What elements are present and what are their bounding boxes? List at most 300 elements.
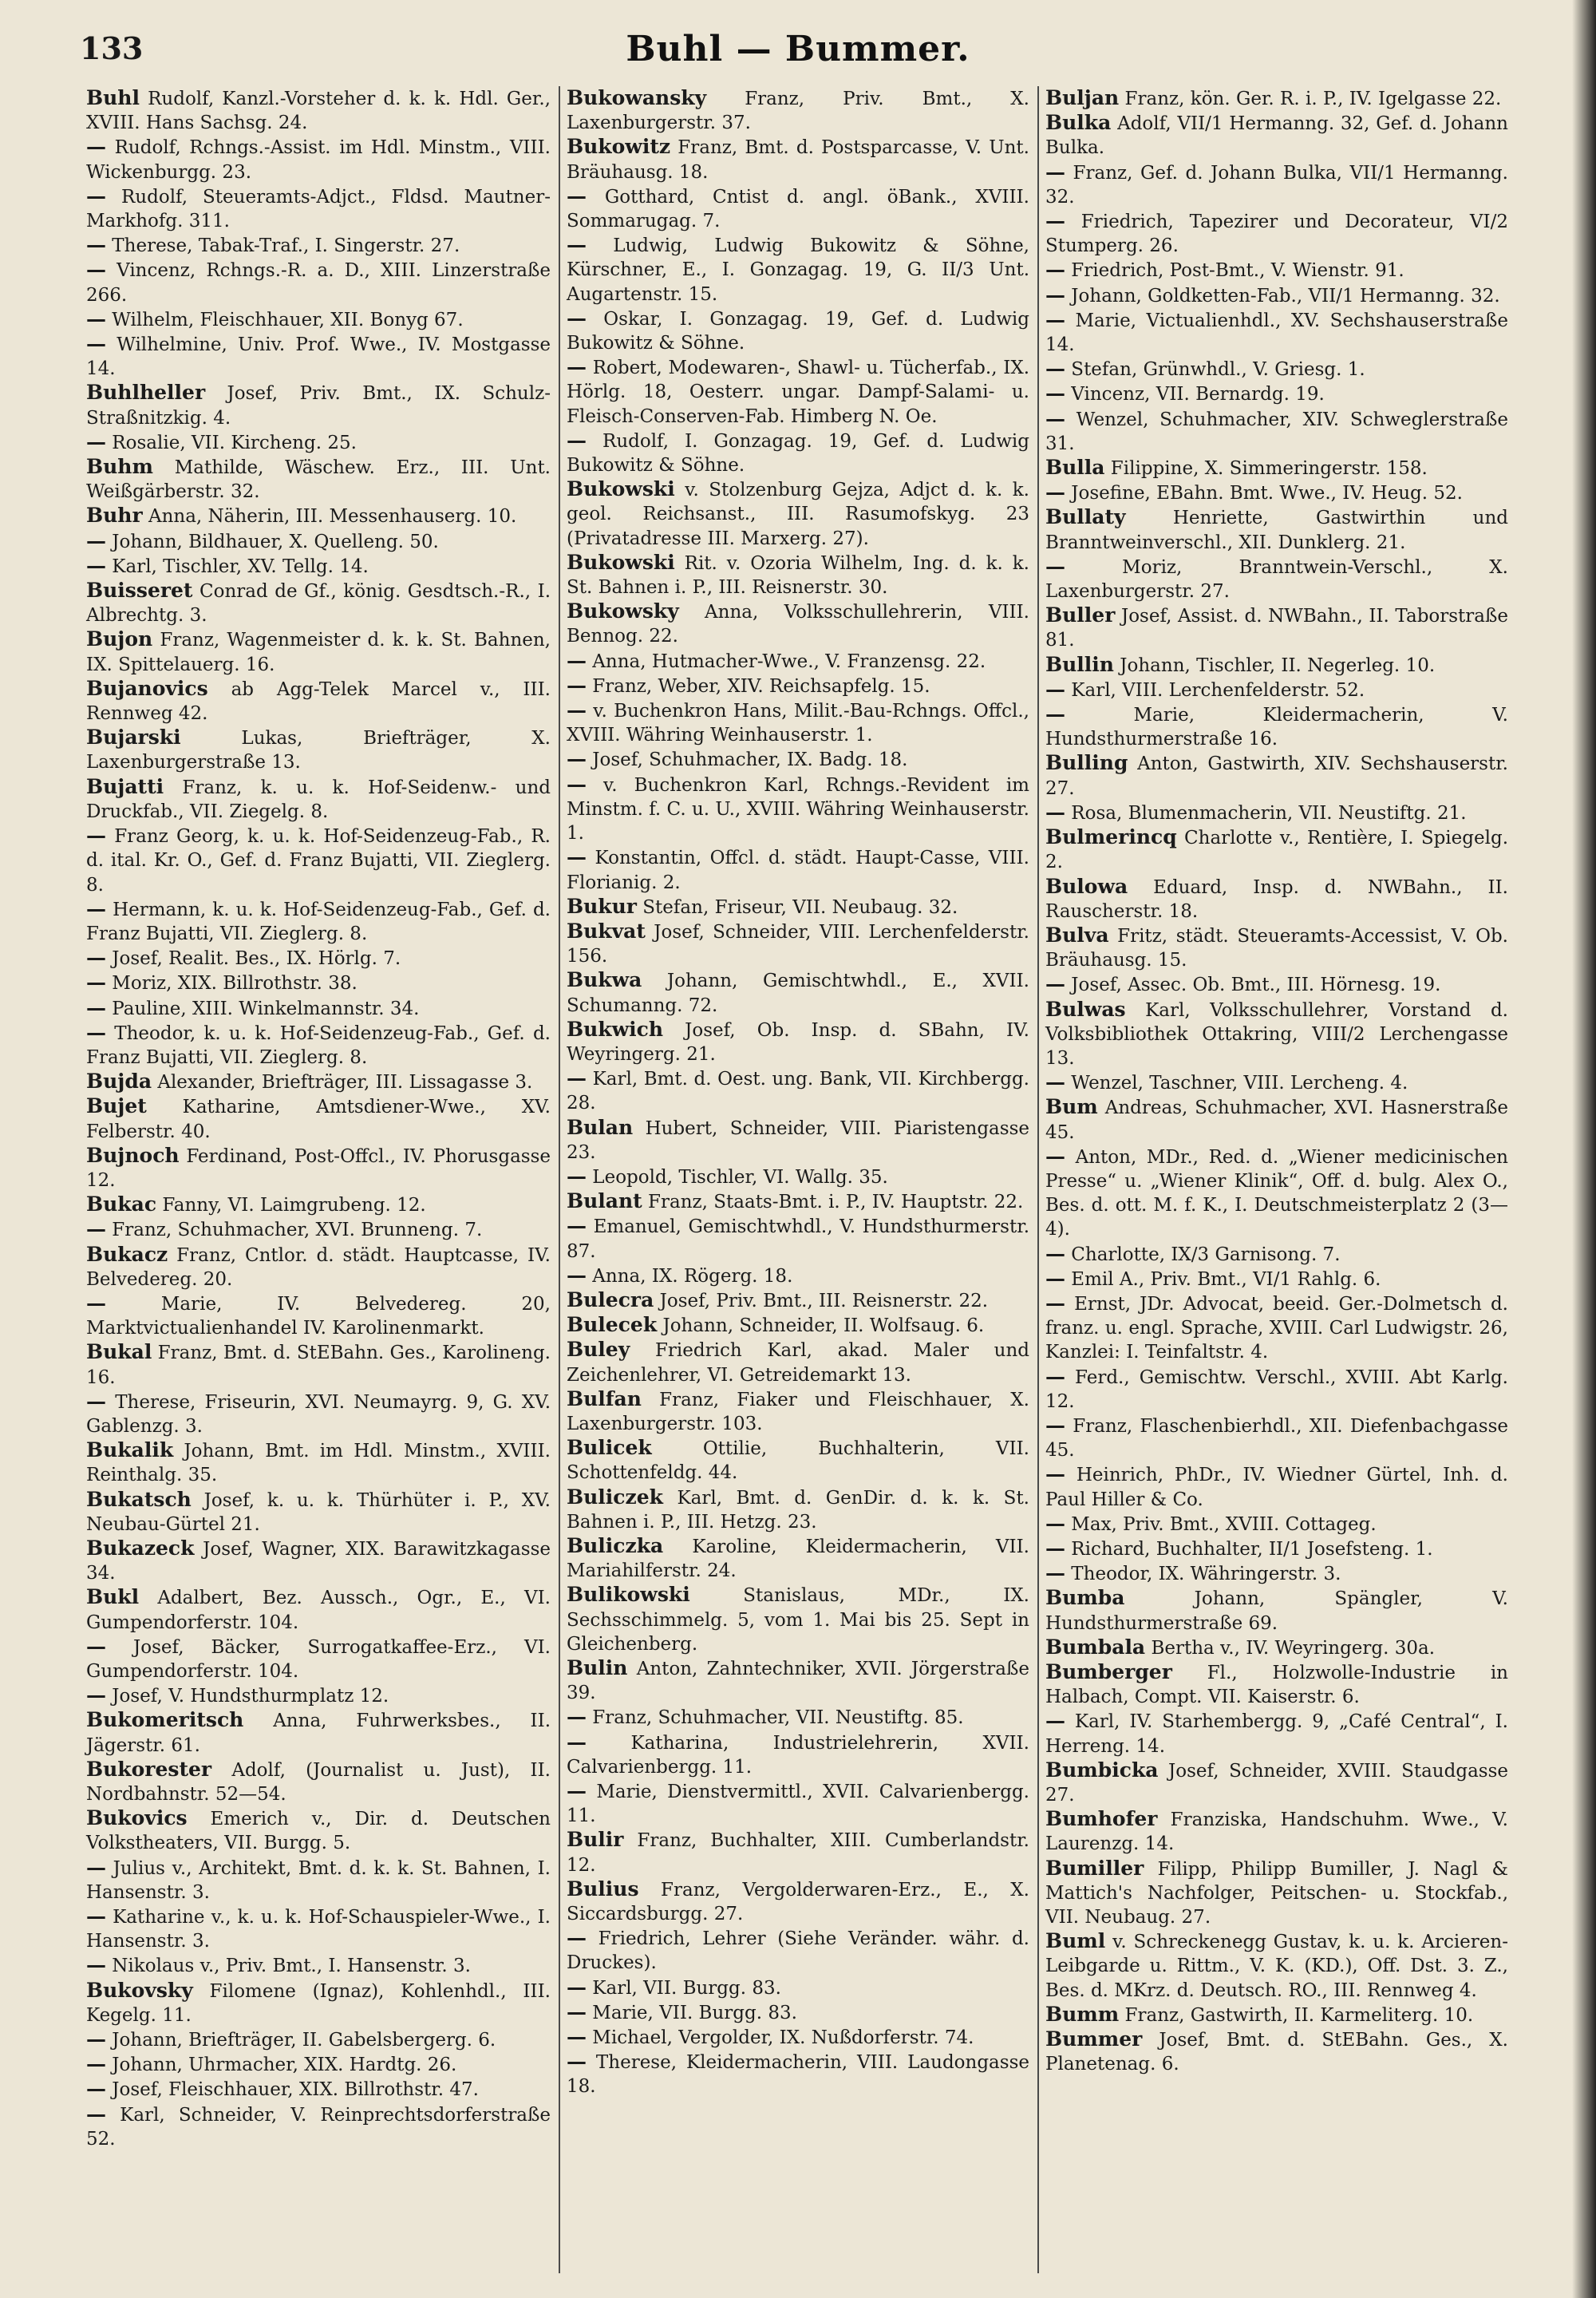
- entry-surname: Buliczek: [567, 1485, 663, 1509]
- entry-details: Franz, Gastwirth, II. Karmeliterg. 10.: [1119, 2004, 1474, 2026]
- directory-entry: [1045, 751, 1508, 800]
- entry-surname: Bukur: [567, 894, 637, 918]
- entry-surname: Bulowa: [1045, 874, 1128, 898]
- entry-details: v. Buchenkron Hans, Milit.-Bau-Rchngs. Offcl., XVIII. Währing Weinhauserstr. 1.: [567, 701, 1029, 746]
- entry-details: Katharine, Amtsdiener-Wwe., XV. Felberstr. 40.: [86, 1097, 551, 1142]
- entry-details: Rit. v. Ozoria Wilhelm, Ing. d. k. k. St. Bahnen i. P., III. Reisnerstr. 30.: [567, 552, 1029, 599]
- entry-details: Max, Priv. Bmt., XVIII. Cottageg.: [1065, 1513, 1377, 1535]
- directory-entry: [1045, 875, 1508, 924]
- entry-details: Anna, Volksschullehrerin, VIII. Bennog. 22.: [567, 602, 1029, 647]
- entry-surname: —: [86, 1683, 106, 1707]
- entry-details: Ferd., Gemischtw. Verschl., XVIII. Abt Karlg. 12.: [1045, 1367, 1508, 1412]
- entry-details: Vincenz, VII. Bernardg. 19.: [1065, 384, 1325, 405]
- entry-details: Josef, Ob. Insp. d. SBahn, IV. Weyringerg. 21.: [567, 1019, 1029, 1065]
- entry-details: Johann, Bmt. im Hdl. Minstm., XVIII. Reinthalg. 35.: [86, 1441, 551, 1486]
- entry-surname: Bum: [1045, 1095, 1098, 1119]
- entry-details: Franz, Wagenmeister d. k. k. St. Bahnen, IX. Spittelauerg. 16.: [86, 630, 551, 675]
- directory-entry: [86, 971, 551, 995]
- entry-surname: —: [1045, 1511, 1065, 1535]
- directory-entry: [567, 1264, 1029, 1288]
- entry-details: Karl, Tischler, XV. Tellg. 14.: [106, 556, 369, 577]
- entry-details: Franz, Vergolderwaren-Erz., E., X. Siccardsburgg. 27.: [567, 1879, 1029, 1925]
- entry-surname: Bulin: [567, 1656, 628, 1679]
- entry-details: v. Buchenkron Karl, Rchngs.-Revident im Minstm. f. C. u. U., XVIII. Währing Weinhauserstr. 1.: [567, 774, 1029, 844]
- entry-surname: Bulwas: [1045, 997, 1126, 1021]
- entry-details: Wenzel, Schuhmacher, XIV. Schweglerstraße 31.: [1045, 409, 1508, 454]
- directory-entry: [567, 1828, 1029, 1877]
- entry-details: Johann, Briefträger, II. Gabelsbergerg. 6.: [106, 2030, 496, 2051]
- entry-surname: Bukatsch: [86, 1487, 192, 1511]
- entry-details: ab Agg-Telek Marcel v., III. Rennweg 42.: [86, 678, 551, 725]
- entry-surname: Bukovsky: [86, 1978, 193, 2002]
- entry-surname: —: [567, 306, 587, 330]
- entry-details: Josef, k. u. k. Thürhüter i. P., XV. Neubau-Gürtel 21.: [86, 1489, 551, 1535]
- entry-surname: —: [1045, 1561, 1065, 1585]
- page-edge-shadow: [1572, 0, 1596, 2298]
- entry-surname: Bulla: [1045, 456, 1105, 480]
- directory-entry: [1045, 456, 1508, 481]
- directory-entry: [567, 2050, 1029, 2098]
- directory-entry: [86, 1683, 551, 1708]
- directory-entry: [86, 1758, 551, 1806]
- entry-surname: —: [567, 673, 587, 697]
- entry-details: Franz, Fiaker und Fleischhauer, X. Laxenburgerstr. 103.: [567, 1389, 1029, 1434]
- directory-entry: [86, 1291, 551, 1340]
- entry-details: Josef, Assist. d. NWBahn., II. Taborstraße 81.: [1045, 606, 1508, 651]
- entry-surname: —: [567, 845, 587, 869]
- entry-surname: Bulecra: [567, 1287, 654, 1311]
- entry-surname: —: [567, 355, 587, 379]
- entry-surname: Bulan: [567, 1115, 634, 1139]
- entry-surname: —: [86, 1634, 106, 1658]
- directory-entry: [86, 775, 551, 824]
- entry-surname: Bukowski: [567, 550, 675, 574]
- entry-details: Conrad de Gf., könig. Gesdtsch.-R., I. Albrechtg. 3.: [86, 581, 551, 627]
- directory-entry: [86, 1585, 551, 1634]
- entry-details: Rosalie, VII. Kircheng. 25.: [106, 432, 357, 453]
- directory-entry: [86, 2052, 551, 2077]
- entry-details: Franz, Schuhmacher, XVI. Brunneng. 7.: [106, 1220, 483, 1241]
- directory-entry: [1045, 1635, 1508, 1660]
- entry-details: Adolf, VII/1 Hermanng. 32, Gef. d. Johann Bulka.: [1045, 113, 1508, 159]
- entry-details: Fritz, städt. Steueramts-Accessist, V. Ob. Bräuhausg. 15.: [1045, 925, 1508, 971]
- entry-surname: Bujarski: [86, 726, 181, 750]
- entry-surname: —: [86, 896, 106, 920]
- entry-details: Alexander, Briefträger, III. Lissagasse 3.: [152, 1072, 533, 1094]
- entry-surname: —: [86, 528, 106, 552]
- entry-surname: —: [1045, 1291, 1065, 1315]
- entry-details: Nikolaus v., Priv. Bmt., I. Hansenstr. 3.: [106, 1956, 471, 1977]
- entry-surname: —: [86, 1020, 106, 1044]
- entry-surname: Bummer: [1045, 2027, 1143, 2051]
- directory-entry: [86, 1488, 551, 1537]
- entry-surname: Bujon: [86, 627, 153, 651]
- entry-details: Johann, Schneider, II. Wolfsaug. 6.: [657, 1315, 985, 1337]
- entry-details: Leopold, Tischler, VI. Wallg. 35.: [587, 1166, 888, 1188]
- directory-entry: [86, 86, 551, 135]
- directory-entry: [567, 773, 1029, 846]
- entry-details: Franz, Staats-Bmt. i. P., IV. Hauptstr. 22.: [642, 1192, 1024, 1213]
- directory-entry: [567, 968, 1029, 1017]
- entry-details: Charlotte, IX/3 Garnisong. 7.: [1065, 1244, 1341, 1265]
- entry-surname: Bukowski: [567, 477, 675, 501]
- page-number: 133: [80, 30, 144, 66]
- entry-details: Wilhelm, Fleischhauer, XII. Bonyg 67.: [106, 309, 464, 330]
- entry-surname: Bumbicka: [1045, 1758, 1159, 1782]
- entry-surname: Bumberger: [1045, 1660, 1172, 1683]
- entry-details: Anton, Gastwirth, XIV. Sechshauserstr. 27.: [1045, 753, 1508, 799]
- entry-details: Fanny, VI. Laimgrubeng. 12.: [156, 1195, 426, 1216]
- entry-details: Marie, Victualienhdl., XV. Sechshauserstraße 14.: [1045, 310, 1508, 356]
- entry-details: Mathilde, Wäschew. Erz., III. Unt. Weißgärberstr. 32.: [86, 457, 551, 503]
- directory-entry: [1045, 1561, 1508, 1586]
- entry-details: Heinrich, PhDr., IV. Wiedner Gürtel, Inh. d. Paul Hiller & Co.: [1045, 1465, 1508, 1510]
- directory-entry: [1045, 1414, 1508, 1462]
- entry-details: Stefan, Friseur, VII. Neubaug. 32.: [636, 896, 958, 918]
- directory-entry: [1045, 1709, 1508, 1758]
- directory-entry: [567, 1214, 1029, 1263]
- entry-surname: —: [567, 184, 587, 208]
- entry-details: Stanislaus, MDr., IX. Sechsschimmelg. 5, vom 1. Mai bis 25. Sept in Gleichenberg.: [567, 1585, 1029, 1655]
- entry-surname: —: [86, 995, 106, 1019]
- directory-entry: [86, 1144, 551, 1193]
- entry-surname: Bukowsky: [567, 599, 679, 623]
- entry-surname: —: [567, 1164, 587, 1188]
- directory-entry: [567, 233, 1029, 307]
- entry-details: Anton, MDr., Red. d. „Wiener medicinischen Presse“ u. „Wiener Klinik“, Off. d. bulg. Alex O., Bes. d. ott. M. f. K., I. Deutschmeisterplatz 2 (3—4).: [1045, 1146, 1508, 1240]
- directory-entry: [86, 1953, 551, 1978]
- directory-entry: [567, 1583, 1029, 1656]
- entry-surname: —: [86, 2052, 106, 2076]
- entry-details: Franz, Flaschenbierhdl., XII. Diefenbachgasse 45.: [1045, 1415, 1508, 1461]
- directory-entry: [1045, 209, 1508, 258]
- entry-surname: —: [1045, 1144, 1065, 1168]
- entry-details: Karl, VII. Burgg. 83.: [587, 1977, 781, 1999]
- entry-surname: —: [567, 1263, 587, 1287]
- entry-surname: Bulikowski: [567, 1583, 690, 1607]
- directory-entry: [567, 674, 1029, 698]
- directory-entry: [86, 996, 551, 1021]
- entry-details: Eduard, Insp. d. NWBahn., II. Rauscherstr. 18.: [1045, 876, 1508, 922]
- entry-surname: Bumm: [1045, 2002, 1120, 2026]
- directory-entry: [86, 1217, 551, 1242]
- directory-entry: [86, 529, 551, 554]
- directory-entry: [1045, 407, 1508, 456]
- entry-details: Franz, Schuhmacher, VII. Neustiftg. 85.: [587, 1707, 964, 1729]
- entry-details: Josef, Priv. Bmt., III. Reisnerstr. 22.: [654, 1290, 989, 1311]
- directory-entry: [86, 1390, 551, 1438]
- entry-details: Franz, k. u. k. Hof-Seidenw.- und Druckfab., VII. Ziegelg. 8.: [86, 777, 551, 822]
- directory-entry: [1045, 1291, 1508, 1365]
- entry-details: Bertha v., IV. Weyringerg. 30a.: [1145, 1637, 1436, 1659]
- directory-entry: [567, 920, 1029, 968]
- directory-entry: [1045, 258, 1508, 283]
- directory-entry: [86, 1904, 551, 1953]
- entry-details: Franz, Priv. Bmt., X. Laxenburgerstr. 37.: [567, 89, 1029, 134]
- entry-details: Therese, Kleidermacherin, VIII. Laudongasse 18.: [567, 2052, 1029, 2098]
- directory-entry: [567, 355, 1029, 429]
- entry-details: Marie, Dienstvermittl., XVII. Calvarienbergg. 11.: [567, 1782, 1029, 1827]
- entry-details: Rudolf, Steueramts-Adjct., Fldsd. Mautner-Markhofg. 311.: [86, 186, 551, 232]
- entry-details: Marie, VII. Burgg. 83.: [587, 2002, 797, 2023]
- entry-surname: —: [86, 1904, 106, 1928]
- directory-entry: [567, 86, 1029, 135]
- directory-columns: [80, 86, 1516, 2273]
- entry-surname: —: [86, 2027, 106, 2051]
- directory-entry: [86, 1856, 551, 1904]
- directory-entry: [567, 1534, 1029, 1583]
- entry-details: Franz, kön. Ger. R. i. P., IV. Igelgasse 22.: [1119, 89, 1502, 109]
- entry-surname: —: [567, 1730, 587, 1754]
- directory-entry: [86, 307, 551, 332]
- entry-surname: Buhlheller: [86, 381, 206, 405]
- entry-details: Josef, V. Hundsthurmplatz 12.: [106, 1686, 389, 1707]
- entry-details: Theodor, k. u. k. Hof-Seidenzeug-Fab., Gef. d. Franz Bujatti, VII. Zieglerg. 8.: [86, 1022, 551, 1068]
- entry-details: Moriz, XIX. Billrothstr. 38.: [106, 973, 358, 995]
- entry-surname: —: [1045, 702, 1065, 726]
- entry-details: Katharina, Industrielehrerin, XVII. Calvarienbergg. 11.: [567, 1732, 1029, 1778]
- directory-entry: [1045, 1660, 1508, 1709]
- entry-details: Rudolf, Kanzl.-Vorsteher d. k. k. Hdl. Ger., XVIII. Hans Sachsg. 24.: [86, 89, 551, 134]
- directory-entry: [1045, 1807, 1508, 1856]
- directory-entry: [86, 1806, 551, 1855]
- directory-entry: [1045, 111, 1508, 160]
- entry-details: Wenzel, Taschner, VIII. Lercheng. 4.: [1065, 1073, 1408, 1094]
- entry-details: Josef, Realit. Bes., IX. Hörlg. 7.: [106, 948, 401, 970]
- directory-entry: [86, 1193, 551, 1217]
- entry-surname: Bumba: [1045, 1586, 1125, 1610]
- directory-entry: [1045, 505, 1508, 554]
- column-middle: [559, 86, 1037, 2273]
- entry-surname: Bukal: [86, 1340, 152, 1364]
- entry-details: Johann, Spängler, V. Hundsthurmerstraße 69.: [1045, 1588, 1508, 1634]
- directory-entry: [86, 1340, 551, 1389]
- entry-surname: Bujnoch: [86, 1143, 180, 1167]
- directory-entry: [1045, 481, 1508, 505]
- entry-surname: Bukl: [86, 1585, 140, 1609]
- entry-surname: —: [86, 2102, 106, 2126]
- directory-entry: [1045, 924, 1508, 972]
- directory-entry: [1045, 1070, 1508, 1095]
- directory-entry: [567, 1656, 1029, 1705]
- entry-details: Emerich v., Dir. d. Deutschen Volkstheaters, VII. Burgg. 5.: [86, 1809, 551, 1854]
- directory-entry: [86, 1243, 551, 1291]
- directory-entry: [1045, 998, 1508, 1071]
- entry-details: Adalbert, Bez. Aussch., Ogr., E., VI. Gumpendorferstr. 104.: [86, 1588, 551, 1633]
- entry-surname: —: [567, 2050, 587, 2074]
- entry-details: Josef, Schuhmacher, IX. Badg. 18.: [587, 750, 908, 771]
- entry-surname: —: [1045, 1241, 1065, 1265]
- entry-details: Anna, IX. Rögerg. 18.: [587, 1265, 793, 1287]
- directory-entry: [567, 895, 1029, 920]
- entry-surname: —: [1045, 357, 1065, 381]
- entry-details: Andreas, Schuhmacher, XVI. Hasnerstraße 45.: [1045, 1098, 1508, 1143]
- entry-surname: —: [1045, 677, 1065, 701]
- entry-details: Adolf, (Journalist u. Just), II. Nordbahnstr. 52—54.: [86, 1759, 551, 1806]
- directory-entry: [567, 649, 1029, 674]
- entry-details: Michael, Vergolder, IX. Nußdorferstr. 74.: [587, 2027, 974, 2049]
- entry-surname: Bulva: [1045, 923, 1109, 947]
- entry-details: Karl, Bmt. d. Oest. ung. Bank, VII. Kirchbergg. 28.: [567, 1069, 1029, 1114]
- entry-details: Franz, Cntlor. d. städt. Hauptcasse, IV. Belvedereg. 20.: [86, 1244, 551, 1290]
- directory-entry: [86, 332, 551, 381]
- directory-entry: [86, 1635, 551, 1683]
- directory-entry: [567, 184, 1029, 233]
- entry-details: Hermann, k. u. k. Hof-Seidenzeug-Fab., Gef. d. Franz Bujatti, VII. Zieglerg. 8.: [86, 899, 551, 944]
- directory-entry: [567, 1338, 1029, 1386]
- entry-surname: —: [567, 1975, 587, 1999]
- entry-details: Josefine, EBahn. Bmt. Wwe., IV. Heug. 52.: [1065, 483, 1463, 504]
- directory-entry: [567, 551, 1029, 599]
- directory-entry: [567, 1066, 1029, 1115]
- entry-surname: Bulling: [1045, 751, 1128, 775]
- directory-entry: [86, 258, 551, 307]
- directory-entry: [1045, 603, 1508, 652]
- entry-details: Josef, Priv. Bmt., IX. Schulz-Straßnitzkig. 4.: [86, 383, 551, 429]
- entry-details: Therese, Tabak-Traf., I. Singerstr. 27.: [106, 235, 460, 257]
- directory-entry: [86, 1708, 551, 1757]
- entry-details: Gotthard, Cntist d. angl. öBank., XVIII. Sommarugag. 7.: [567, 186, 1029, 232]
- entry-surname: —: [567, 1214, 587, 1238]
- entry-surname: Bullaty: [1045, 505, 1126, 529]
- directory-entry: [86, 627, 551, 676]
- directory-entry: [86, 1094, 551, 1143]
- directory-entry: [567, 1189, 1029, 1214]
- entry-details: Josef, Wagner, XIX. Barawitzkagasse 34.: [86, 1538, 551, 1584]
- entry-surname: Bujatti: [86, 774, 164, 798]
- entry-details: Therese, Friseurin, XVI. Neumayrg. 9, G. XV. Gablenzg. 3.: [86, 1391, 551, 1437]
- entry-surname: Bukalik: [86, 1438, 174, 1462]
- entry-surname: —: [567, 1705, 587, 1729]
- directory-entry: [86, 579, 551, 627]
- entry-surname: Bukomeritsch: [86, 1708, 244, 1732]
- entry-surname: —: [86, 2077, 106, 2101]
- entry-details: Vincenz, Rchngs.-R. a. D., XIII. Linzerstraße 266.: [86, 260, 551, 306]
- entry-details: Marie, Kleidermacherin, V. Hundsthurmerstraße 16.: [1045, 705, 1508, 750]
- directory-entry: [567, 845, 1029, 894]
- directory-entry: [567, 1165, 1029, 1189]
- entry-surname: —: [86, 258, 106, 282]
- entry-surname: Bulka: [1045, 111, 1112, 135]
- entry-surname: —: [86, 1855, 106, 1879]
- entry-surname: Bulmerincq: [1045, 825, 1177, 849]
- entry-surname: —: [86, 1217, 106, 1241]
- entry-details: Fl., Holzwolle-Industrie in Halbach, Compt. VII. Kaiserstr. 6.: [1045, 1663, 1508, 1708]
- entry-surname: Bulfan: [567, 1386, 642, 1410]
- directory-entry: [567, 1485, 1029, 1534]
- directory-entry: [86, 726, 551, 774]
- entry-surname: Buller: [1045, 603, 1116, 627]
- entry-surname: Bukacz: [86, 1242, 168, 1266]
- entry-surname: —: [86, 971, 106, 995]
- entry-surname: —: [86, 1953, 106, 1977]
- entry-surname: —: [1045, 1364, 1065, 1388]
- entry-details: Johann, Goldketten-Fab., VII/1 Hermanng. 32.: [1065, 285, 1500, 307]
- entry-surname: Bukvat: [567, 919, 646, 943]
- entry-details: Franziska, Handschuhm. Wwe., V. Laurenzg. 14.: [1045, 1810, 1508, 1855]
- entry-details: Charlotte v., Rentière, I. Spiegelg. 2.: [1045, 828, 1508, 873]
- entry-surname: Bujda: [86, 1070, 152, 1094]
- directory-entry: [1045, 308, 1508, 357]
- entry-details: Karl, Volksschullehrer, Vorstand d. Volksbibliothek Ottakring, VIII/2 Lerchengasse 13.: [1045, 999, 1508, 1069]
- directory-entry: [1045, 1758, 1508, 1807]
- entry-surname: Bukac: [86, 1193, 157, 1216]
- directory-entry: [1045, 283, 1508, 308]
- directory-entry: [1045, 1365, 1508, 1414]
- entry-surname: Buhr: [86, 504, 143, 528]
- entry-surname: —: [1045, 481, 1065, 504]
- entry-surname: —: [86, 1389, 106, 1413]
- entry-surname: —: [1045, 382, 1065, 405]
- entry-surname: —: [567, 698, 587, 722]
- entry-details: v. Stolzenburg Gejza, Adjct d. k. k. geol. Reichsanst., III. Rasumofskyg. 23 (Privatadresse III. Marxerg. 27).: [567, 480, 1029, 549]
- entry-details: Katharine v., k. u. k. Hof-Schauspieler-Wwe., I. Hansenstr. 3.: [86, 1907, 551, 1952]
- entry-details: Rudolf, I. Gonzagag. 19, Gef. d. Ludwig Bukowitz & Söhne.: [567, 430, 1029, 477]
- directory-entry: [1045, 382, 1508, 406]
- entry-details: Filomene (Ignaz), Kohlenhdl., III. Kegelg. 11.: [86, 1980, 551, 2026]
- directory-entry: [567, 1018, 1029, 1066]
- entry-surname: Buisseret: [86, 579, 193, 603]
- directory-entry: [567, 1779, 1029, 1828]
- directory-entry: [567, 1705, 1029, 1730]
- directory-entry: [1045, 1145, 1508, 1242]
- entry-surname: Bulant: [567, 1189, 642, 1213]
- entry-details: Friedrich, Post-Bmt., V. Wienstr. 91.: [1065, 260, 1404, 282]
- entry-surname: —: [567, 1066, 587, 1090]
- entry-details: v. Schreckenegg Gustav, k. u. k. Arcieren-Leibgarde u. Rittm., V. K. (KD.), Off. Dst. 3. Z., Bes. d. MKrz. d. Deutsch. RO., III. Rennweg 4.: [1045, 1932, 1508, 2001]
- directory-entry: [567, 2025, 1029, 2050]
- entry-surname: Buml: [1045, 1929, 1106, 1953]
- entry-details: Anna, Näherin, III. Messenhauserg. 10.: [142, 506, 517, 528]
- directory-entry: [567, 1976, 1029, 2000]
- entry-details: Franz, Bmt. d. Postsparcasse, V. Unt. Bräuhausg. 18.: [567, 137, 1029, 183]
- directory-entry: [1045, 555, 1508, 603]
- entry-surname: Buhl: [86, 86, 140, 109]
- entry-details: Josef, Schneider, VIII. Lerchenfelderstr. 156.: [567, 921, 1029, 967]
- entry-surname: Bulicek: [567, 1436, 652, 1460]
- entry-details: Josef, Bäcker, Surrogatkaffee-Erz., VI. Gumpendorferstr. 104.: [86, 1636, 551, 1682]
- entry-details: Karoline, Kleidermacherin, VII. Mariahilferstr. 24.: [567, 1536, 1029, 1582]
- page-header: [80, 24, 1516, 80]
- entry-surname: Bujet: [86, 1094, 147, 1118]
- entry-surname: —: [1045, 209, 1065, 233]
- entry-details: Franz, Buchhalter, XIII. Cumberlandstr. 12.: [567, 1830, 1029, 1876]
- entry-surname: —: [567, 1779, 587, 1803]
- directory-entry: [567, 747, 1029, 772]
- entry-surname: —: [1045, 554, 1065, 578]
- directory-entry: [1045, 86, 1508, 111]
- entry-surname: Buhm: [86, 455, 153, 479]
- directory-entry: [1045, 1462, 1508, 1511]
- entry-surname: Bukowansky: [567, 86, 707, 109]
- directory-entry: [567, 1926, 1029, 1975]
- entry-surname: Bullin: [1045, 652, 1114, 676]
- directory-entry: [567, 2000, 1029, 2025]
- entry-details: Friedrich Karl, akad. Maler und Zeichenlehrer, VI. Getreidemarkt 13.: [567, 1340, 1029, 1386]
- directory-entry: [86, 1537, 551, 1585]
- directory-entry: [567, 599, 1029, 648]
- directory-entry: [86, 135, 551, 184]
- entry-details: Theodor, IX. Währingerstr. 3.: [1065, 1564, 1341, 1585]
- entry-surname: Bulecek: [567, 1313, 658, 1337]
- entry-details: Hubert, Schneider, VIII. Piaristengasse 23.: [567, 1117, 1029, 1163]
- directory-entry: [86, 381, 551, 429]
- entry-details: Henriette, Gastwirthin und Branntweinverschl., XII. Dunklerg. 21.: [1045, 508, 1508, 553]
- directory-entry: [1045, 357, 1508, 382]
- directory-entry: [1045, 2027, 1508, 2076]
- directory-entry: [86, 946, 551, 971]
- entry-details: Stefan, Grünwhdl., V. Griesg. 1.: [1065, 359, 1365, 381]
